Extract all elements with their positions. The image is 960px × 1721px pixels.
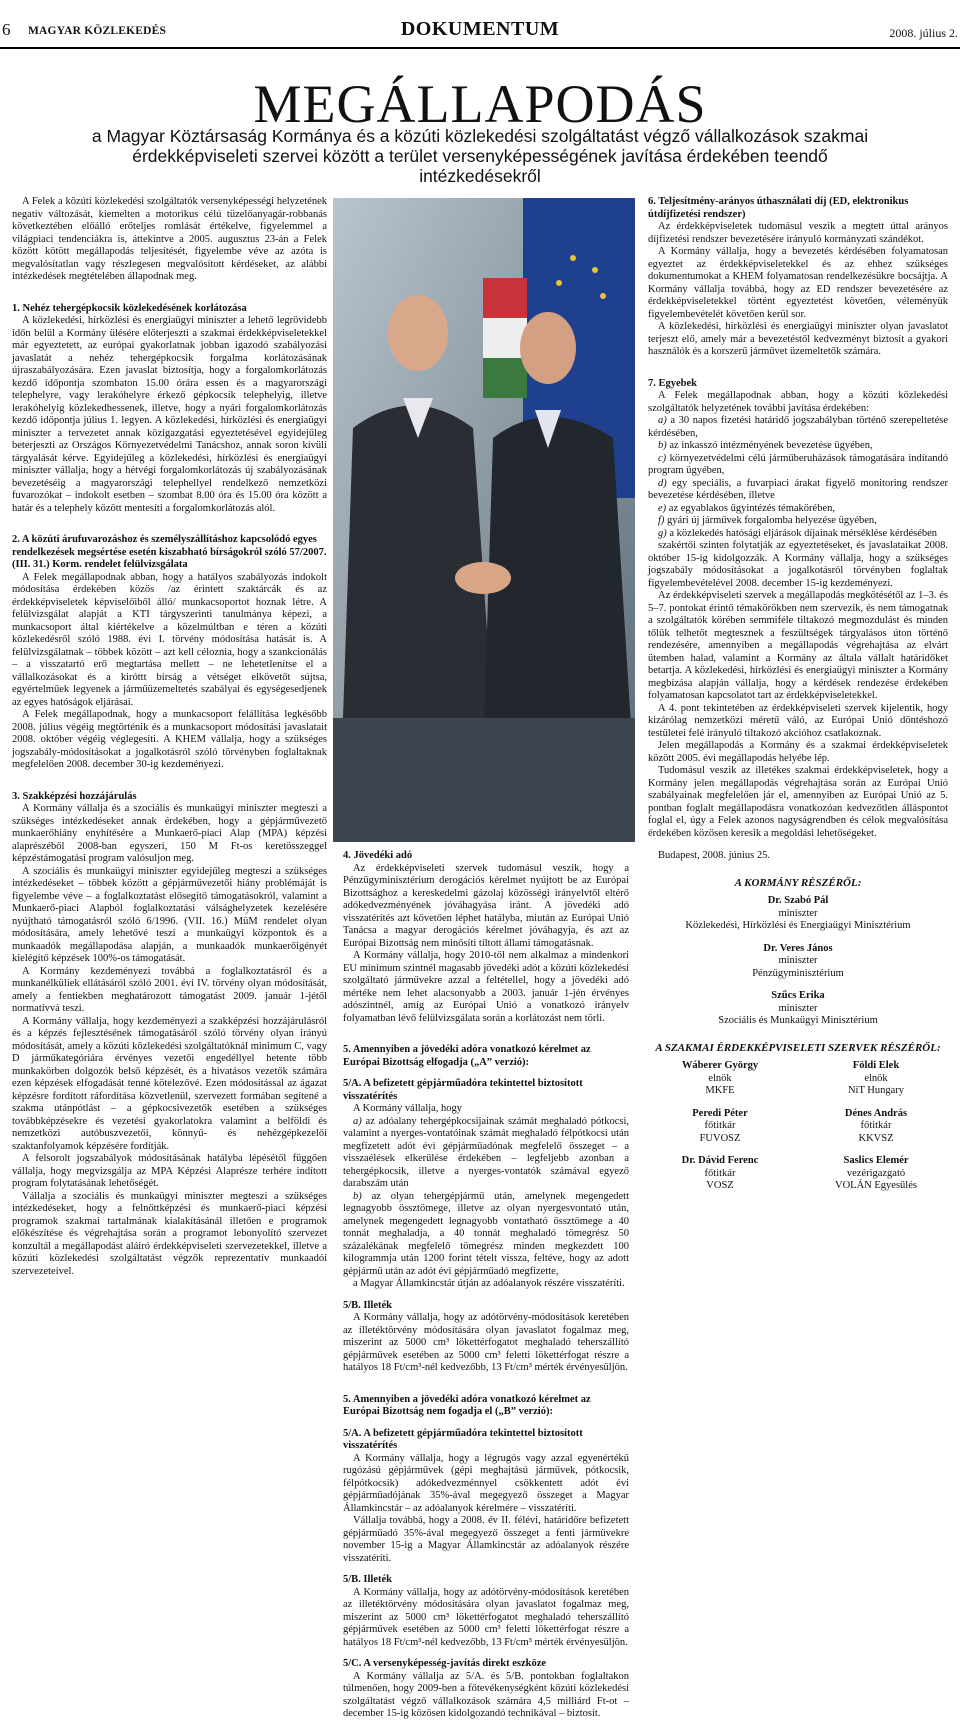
signer-org: Közlekedési, Hírközlési és Energiaügyi Minisztérium bbox=[685, 920, 911, 931]
paragraph: A Kormány kezdeményezi továbbá a foglalkoztatásról és a munkanélküliek ellátásáról szóló 2001. évi IV. törvény olyan módosítását, amely a fentiekben meghatározott támogatást 2009. január 1-jétől normatívvá teszi. bbox=[12, 965, 327, 1014]
document-title: MEGÁLLAPODÁS bbox=[253, 74, 707, 134]
signer-role: főtitkár bbox=[860, 1120, 892, 1131]
intro-block bbox=[12, 196, 327, 284]
section-5b-1-heading: 5/A. A befizetett gépjárműadóra tekintettel biztosított visszatérítés bbox=[343, 1427, 583, 1451]
signer-org: NiT Hungary bbox=[847, 1085, 905, 1096]
section-5b-heading: 5. Amennyiben a jövedéki adóra vonatkozó kérelmet az Európai Bizottság nem fogadja el („B” verzió): bbox=[343, 1393, 591, 1417]
signatures bbox=[648, 877, 948, 1203]
paragraph: d) egy speciális, a fuvarpiaci árakat figyelő monitoring rendszer bevezetése kérdésében, illetve bbox=[648, 477, 948, 501]
section-2-body bbox=[12, 572, 327, 772]
paragraph: f) gyári új járművek forgalomba helyezése ügyében, bbox=[658, 515, 877, 526]
signer-org: VOSZ bbox=[706, 1180, 734, 1191]
column-middle bbox=[343, 850, 629, 1719]
signer-name: Peredi Péter bbox=[692, 1107, 748, 1119]
paragraph: Jelen megállapodás a Kormány és a szakmai érdekképviseletek között 2005. évi megállapodás helyébe lép. bbox=[648, 740, 948, 764]
paragraph: A Felek megállapodnak abban, hogy a közúti közlekedési szolgáltatók helyzetének további javítása érdekében: bbox=[648, 390, 948, 414]
issue-date: 2008. július 2. bbox=[889, 26, 958, 40]
organization-signers bbox=[648, 1060, 948, 1203]
paragraph: a) az adóalany tehergépkocsijainak számát meghaladó pótkocsi, valamint a nyerges-vontatóinak számát meghaladó félpótkocsi után megfizetett adót évi gépjárműadónak megfelelő összeget – a visszaélések elkerülése érdekében – legfeljebb azonban a tehergépkocsik, illetve a nyerges-vontatók számával egyező darabszám után bbox=[343, 1115, 629, 1189]
signer-name: Dr. Szabó Pál bbox=[767, 895, 829, 906]
section-5a-1-body bbox=[343, 1103, 629, 1291]
paragraph: A Kormány vállalja, hogy az adótörvény-módosítások keretében az illetéktörvény módosítására olyan javaslatot fogalmaz meg, miszerint az 5000 cm³ lökettérfogatot meghaladó teherszállító gépjárművek esetében az 5000 cm³ feletti lökettérfogat részre a hatályos 18 Ft/cm³-nél kedvezőbb, 13 Ft/cm³ mérték érvényesüljön. bbox=[343, 1312, 629, 1373]
paragraph: A Felek megállapodnak abban, hogy a hatályos szabályozás indokolt módosítása érdekében közös /az érintett szaktárcák és az érdekképviseletek képviselőiből álló/ munkacsoportot hoznak létre. A felülvizsgálat alapját a KTI tárgyszerinti tanulmánya képezi, a munkacsoport által kiértékelve a közelmúltban e téren a közúti közlekedésről szóló 1988. évi I. törvény módosítása hatását is. A felülvizsgálatnak – többek között – azt kell céloznia, hogy a szankcionálás – a visszatartó erő megtartása mellett – ne lehetetlenítse el a vállalkozásokat és a kiróttt bírság a vétséget elkövetőt sújtsa, egyértelműek legyenek a járműüzemeltetés szabályai és egységesedjenek az egyes hatóságok eljárásai. bbox=[12, 571, 327, 708]
section-7-body bbox=[648, 390, 948, 863]
paragraph: A közlekedési, hírközlési és energiaügyi miniszter olyan javaslatot terjeszt elő, amely már a bevezetéstől kedvezményt biztosít a gyakori használók és a korszerű járművet üzemeltetők számára. bbox=[648, 321, 948, 357]
signer-block bbox=[804, 1155, 948, 1193]
signer-org: Pénzügyminisztérium bbox=[752, 967, 844, 979]
paragraph: A Kormány vállalja, hogy az adótörvény-módosítások keretében az illetéktörvény módosítására olyan javaslatot fogalmaz meg, miszerint az 5000 cm³ lökettérfogatot meghaladó teherszállító gépjárművek esetében az 5000 cm³ feletti lökettérfogat részre a hatályos 18 Ft/cm³-nél kedvezőbb, 13 Ft/cm³ mérték érvényesüljön. bbox=[343, 1586, 629, 1648]
section-5a-2-heading: 5/B. Illeték bbox=[343, 1299, 392, 1311]
section-5b-2-body bbox=[343, 1587, 629, 1650]
paragraph: A Felek a közúti közlekedési szolgáltatók versenyképességi helyzetének negatív változását, kiemelten a motorikus célú tüzelőanyagár-robbanás következtében előálló erőteljes romlását értékelve, figyelemmel a világpiaci tendenciákra is, áttekintve a 2005. augusztus 23-án a Felek között kötött megállapodás teljesítését, figyelembe véve az azóta is megvalósítatlan vagy részlegesen megvalósított kérdéseket, az alábbi intézkedések megtételében állapodnak meg. bbox=[12, 196, 327, 282]
paragraph: Az érdekképviseleti szervek a megállapodás megkötésétől az 1–3. és 5–7. pontokat érintő témakörökben nem szervezik, és nem támogatnak a szolgáltatók körében semmiféle tiltakozó megmozdulást és minden tőlük telhetőt megtesznek a feszültségek tárgyalásos úton történő rendezésére, amennyiben a megállapodás végrehajtása az elvárt ütemben halad, valamint a Kormány az általa vállalt határidőket betartja. A közlekedési, hírközlési és energiaügyi miniszter a Kormány megbízása alapján vállalja, hogy a kérdések rendezése érdekében folyamatosan kapcsolatot tart az érdekképviseletekkel. bbox=[648, 590, 948, 701]
paragraph: A közlekedési, hírközlési és energiaügyi miniszter a lehető legrövidebb időn belül a Kormány ülésére előterjeszti a szakmai érdekképviseletekkel már egyeztetett, az európai gyakorlatnak jobban igazodó szabályozási javaslatát a nehéz tehergépkocsik forgalma korlátozásának újraszabályozására. Ezen javaslat biztosítja, hogy a forgalomkorlátozás kezdő időpontja szombaton 15.00 órára essen és a magyarországi telephelyre, vagy lerakóhelyre érkező gépkocsik telephelyig, illetve lerakóhelyig közlekedhessenek, illetve, hogy a nyári forgalomkorlátozás kezdő időpontja július 1. legyen. A közlekedési, hírközlési és energiaügyi miniszter a tervezetet annak közigazgatási egyeztetésével egyidejűleg beterjeszti az Országos Környezetvédelmi Tanácshoz, annak soron kívüli tárgyalását kérve. Egyidejűleg a közlekedési, hírközlési és energiaügyi miniszter vállalja, hogy a hétvégi forgalomkorlátozás új szabályozásának bevezetéséig a magyarországi telephellyel rendelkező nemzetközi fuvarozókat – indokolt esetben – szombat 8.00 óra és 15.00 óra között a határ és a telephely között mentesíti a forgalomkorlátozás alól. bbox=[12, 315, 327, 514]
paragraph: A Kormány vállalja, hogy bbox=[353, 1103, 463, 1114]
signer-role: elnök bbox=[864, 1072, 888, 1084]
signer-role: főtitkár bbox=[704, 1120, 736, 1131]
signer-role: vezérigazgató bbox=[846, 1167, 906, 1179]
paragraph: A Felek megállapodnak, hogy a munkacsoport felállítása legkésőbb 2008. július végéig megtörténik és a munkacsoport módosítási javaslatait 2008. október végéig véglegesíti. A KHEM vállalja, hogy a szükséges jogszabály-módosításokat a jogalkotásról szóló törvényben foglaltaknak megfelelően 2008. december 30-ig kezdeményezi. bbox=[12, 709, 327, 770]
section-7-heading: 7. Egyebek bbox=[648, 377, 698, 389]
section-5a-1-heading: 5/A. A befizetett gépjárműadóra tekintettel biztosított visszatérítés bbox=[343, 1078, 583, 1102]
column-right bbox=[648, 196, 948, 1396]
signer-block bbox=[648, 895, 948, 933]
section-1-heading: 1. Nehéz tehergépkocsik közlekedésének korlátozása bbox=[12, 302, 247, 314]
signer-org: KKVSZ bbox=[858, 1132, 894, 1144]
signer-org: VOLÁN Egyesülés bbox=[835, 1180, 917, 1191]
signer-block bbox=[648, 1155, 792, 1193]
paragraph: b) az olyan tehergépjármű után, amelynek megengedett legnagyobb össztömege, illetve az olyan nyergesvontató után, amelynek megengedett legnagyobb vontatható össztömege a 40 tonnát meghaladja, a 40 tonnát meghaladó tömegrész 50 százalékának megfelelő tömegrész minden megkezdett 100 kilogrammja után 1200 forint tételt vissza, feltéve, hogy az adott gépjármű után az adót évi gépjárműadó megfizette, bbox=[343, 1190, 629, 1277]
section-2-heading: 2. A közúti árufuvarozáshoz és személyszállításhoz kapcsolódó egyes rendelkezések megsértése esetén kiszabható bírságokról szóló 57/2007. (III. 31.) Korm. rendelet felülvizsgálata bbox=[12, 534, 327, 570]
signer-name: Földi Elek bbox=[852, 1060, 900, 1071]
handshake-photo-illustration bbox=[333, 198, 635, 842]
signer-block bbox=[648, 943, 948, 981]
signer-block bbox=[648, 1108, 792, 1146]
government-signers-heading: A KORMÁNY RÉSZÉRŐL: bbox=[734, 876, 862, 889]
paragraph: e) az egyablakos ügyintézés témakörében, bbox=[658, 502, 835, 514]
section-4-heading: 4. Jövedéki adó bbox=[343, 850, 413, 861]
organization-signers-heading: A SZAKMAI ÉRDEKKÉPVISELETI SZERVEK RÉSZÉRŐL: bbox=[655, 1041, 941, 1054]
paragraph: a) a 30 napos fizetési határidő jogszabályban történő szerepeltetése kérdésében, bbox=[648, 415, 948, 439]
paragraph: Az érdekképviseleti szervek tudomásul veszik, hogy a Pénzügyminisztérium derogációs kérelmet nyújtott be az Európai Bizottsághoz a kereskedelmi gázolaj közösségi irányelvtől eltérő adókedvezményének jóváhagyása iránt. A jövedéki adó visszatérítés azt követően léphet hatályba, miután az Európai Unió Tanácsa a magyar derogációs kérelmet jóváhagyja, és azt az Európai Bizottság nem minősíti tiltott állami támogatásnak. bbox=[343, 862, 629, 949]
paragraph: A Kormány vállalja, hogy a bevezetés kérdésében folyamatosan egyeztet az érdekképviseletekkel és az ehhez szükséges dokumentumokat a KHEM folyamatosan rendelkezésükre bocsájtja. A Kormány vállalja továbbá, hogy az ED rendszer bevezetésére az érdekképviseletekkel történt egyeztetést követően, véleményük figyelembevételét követően kerül sor. bbox=[648, 246, 948, 320]
section-3-heading: 3. Szakképzési hozzájárulás bbox=[12, 790, 137, 802]
document-subtitle: a Magyar Köztársaság Kormánya és a közúti közlekedési szolgáltatást végző vállalkozások szakmai érdekképviseleti szervei között a terület versenyképességének javítása érdekében teendő intézkedésekről bbox=[91, 126, 869, 186]
signer-block bbox=[804, 1108, 948, 1146]
paragraph: a Magyar Államkincstár útján az adóalanyok részére visszatéríti. bbox=[353, 1278, 625, 1289]
paragraph: A Kormány vállalja az 5/A. és 5/B. pontokban foglaltakon túlmenően, hogy 2009-ben a főtevékenységként közúti közlekedési szolgáltatást végző vállalkozások számára 4,5 milliárd Ft-ot – december 15-ig közösen kidolgozandó technikával – biztosít. bbox=[343, 1670, 629, 1719]
signer-org: FUVOSZ bbox=[699, 1132, 741, 1144]
signer-role: főtitkár bbox=[704, 1167, 736, 1179]
paragraph: A Kormány vállalja, hogy kezdeményezi a szakképzési hozzájárulásról és a képzés fejlesztésének támogatásáról szóló törvény olyan irányú módosítását, amely a közúti közlekedési szolgáltatóknál minimum C, vagy D járműkategóriára érvényes vezetői engedéllyel hetente több munkakörben dolgozók belső képzését, és a hivatásos vezetők számára ezen képzések elfogadását tenné kötelezővé. Ezen módosítással az ágazat képzésre fordított ráfordítása közvetlenül, szervezett formában segítené a szakma utánpótlást – a gépkocsivezetők esetében a szükséges továbbképzésekre és vezetési gyakorlatokra valamint a belföldi és nemzetközi autóbuszvezetői, könnyű- és nehézgépkezelői szaktanfolyamok képzésére fordítják. bbox=[12, 1015, 327, 1152]
paragraph: A Kormány vállalja, hogy 2010-től nem alkalmaz a mindenkori EU minimum szintnél magasabb jövedéki adót a közúti közlekedési szolgáltató járművekre azzal a feltétellel, hogy a jövedéki adó mértéke nem lehet alacsonyabb a 2003. január 1-jén érvényes adószintnél, amíg az Európai Unió a vonatkozó irányelv folyamatban lévő felülvizsgálata során a korlátozást nem törli. bbox=[343, 950, 629, 1024]
paragraph: Vállalja a szociális és munkaügyi miniszter megteszi a szükséges intézkedéseket, hogy a felnőttképzési és munkaerő-piaci képzési programok szakmai tartalmának kialakításánál illetően e programok előkészítése és végrehajtása során a programot lebonyolító szervezet konzultál a megállapodást aláíró érdekképviseleti szervezetekkel, illetve a közúti közlekedési szolgáltatást végzők reprezentatív munkaadói szervezeteivel. bbox=[12, 1190, 327, 1277]
section-5a-2-body bbox=[343, 1312, 629, 1375]
signer-block bbox=[804, 1060, 948, 1098]
signer-block bbox=[648, 1060, 792, 1098]
paragraph: A felsorolt jogszabályok módosításának hatályba lépésétől függően vállalja, hogy megvizsgálja az MPA Képzési Alaprésze terhére indított program folytatásának lehetőségét. bbox=[12, 1153, 327, 1189]
column-left bbox=[12, 196, 327, 1396]
header-rule bbox=[0, 47, 960, 49]
section-6-heading: 6. Teljesítmény-arányos úthasználati díj (ED, elektronikus útdíjfizetési rendszer) bbox=[648, 196, 909, 220]
signer-org: Szociális és Munkaügyi Minisztérium bbox=[718, 1015, 878, 1026]
paragraph: A Kormány vállalja, hogy a légrugós vagy azzal egyenértékű rugózású gépjárművek (gépi meghajtású járművek, pótkocsik, félpótkocsik) adókedvezménnyel csökkentett adót évi gépjárműadójának 35%-ával megegyező összeget a Magyar Államkincstár – az adóalanyok kérelmére – visszatéríti. bbox=[343, 1452, 629, 1514]
signer-name: Dr. Dávid Ferenc bbox=[681, 1155, 759, 1166]
section-5c-body bbox=[343, 1671, 629, 1721]
section-1-body bbox=[12, 315, 327, 515]
section-5a-heading: 5. Amennyiben a jövedéki adóra vonatkozó kérelmet az Európai Bizottság elfogadja („A” verzió): bbox=[343, 1044, 591, 1068]
signer-name: Saslics Elemér bbox=[843, 1155, 909, 1166]
masthead bbox=[0, 18, 960, 48]
section-5b-2-heading: 5/B. Illeték bbox=[343, 1574, 392, 1585]
signer-name: Dénes András bbox=[844, 1107, 908, 1119]
signer-block bbox=[648, 990, 948, 1028]
signer-name: Dr. Veres János bbox=[763, 942, 833, 954]
signer-name: Szűcs Erika bbox=[771, 990, 825, 1001]
section-title: DOKUMENTUM bbox=[400, 18, 560, 40]
paragraph: Budapest, 2008. június 25. bbox=[658, 850, 770, 861]
paragraph: Tudomásul veszik az illetékes szakmai érdekképviseletek, hogy a Kormány jelen megállapodás végrehajtása során az Európai Unió szabályainak megfelelően jár el, amennyiben az Európai Unió az 5. pontban foglalt megállapodásra vonatkozóan kedvezőtlen álláspontot foglal el, úgy a Felek azonos nagyságrendben és célok megvalósítása érdekében közösen keresik a megoldási lehetőségeket. bbox=[648, 765, 948, 839]
paper-name: MAGYAR KÖZLEKEDÉS bbox=[28, 25, 167, 37]
paragraph: Vállalja továbbá, hogy a 2008. év II. félévi, határidőre befizetett gépjárműadó 35%-ával megegyező összeget a fenti járművekre november 15-ig a Magyar Államkincstár az adóalanyok részére visszatéríti. bbox=[343, 1515, 629, 1564]
paragraph: Az érdekképviseletek tudomásul veszik a megtett úttal arányos díjfizetési rendszer bevezetésére irányuló kormányzati szándékot. bbox=[648, 221, 948, 245]
paragraph: b) az inkasszó intézményének bevezetése ügyében, bbox=[658, 440, 873, 451]
paragraph: c) környezetvédelmi célú járműberuházások támogatására indítandó program ügyében, bbox=[648, 452, 948, 476]
government-signers bbox=[648, 895, 948, 1028]
section-4-body bbox=[343, 863, 629, 1026]
section-5c-heading: 5/C. A versenyképesség-javítás direkt eszköze bbox=[343, 1658, 547, 1669]
paragraph: A 4. pont tekintetében az érdekképviseleti szervek kijelentik, hogy kizárólag nemzetközi méretű váló, az Európai Unió döntéshozó testületei felé irányuló tiltakozó akcióhoz csatlakoznak. bbox=[648, 702, 948, 739]
paragraph: A Kormány vállalja és a szociális és munkaügyi miniszter megteszi a szükséges intézkedéseket annak érdekében, hogy a gépjárművezető munkaerőhiány enyhítésére a Munkaerő-piaci Alap (MPA) képzési alaprészéből 2008-ban egyszeri, 150 M Ft-os keretösszeggel képzéstámogatási program valósuljon meg. bbox=[12, 803, 327, 864]
section-5b-1-body bbox=[343, 1453, 629, 1566]
paragraph: g) a közlekedés hatósági eljárások díjainak mérséklése kérdésében bbox=[658, 527, 938, 539]
handshake-photo bbox=[333, 198, 635, 842]
section-6-body bbox=[648, 221, 948, 359]
signer-role: elnök bbox=[708, 1072, 732, 1084]
signer-role: miniszter bbox=[778, 955, 818, 966]
page-number: 6 bbox=[2, 20, 11, 39]
signer-org: MKFE bbox=[705, 1085, 735, 1096]
paragraph: A szociális és munkaügyi miniszter egyidejűleg megteszi a szükséges intézkedéseket – többek között a gépjárművezetői hiány problémáját is figyelembe véve – a foglalkoztatást elősegítő támogatásokról, valamint a Munkaerő-piaci Alapból foglalkoztatási válsághelyzetek kezelésére nyújtható támogatásról szóló 6/1996. (VII. 16.) MüM rendelet olyan módosítására, amely lehetővé teszi a munkaügyi központok és a munkaadók megállapodása alapján, a munkaadók munkaerőigényét kielégítő képzések 100%-os támogatását. bbox=[12, 865, 327, 964]
paragraph: szakértői szinten folytatják az egyeztetéseket, és javaslataikat 2008. október 15-ig kidolgozzák. A Kormány vállalja, hogy a szükséges jogszabály módosításokat a jogalkotásról törvényben foglaltak figyelembevételével 2008. december 15-ig kezdeményezi. bbox=[648, 540, 948, 589]
signer-role: miniszter bbox=[778, 1002, 818, 1014]
signer-role: miniszter bbox=[778, 907, 818, 919]
signer-name: Wáberer György bbox=[681, 1060, 759, 1071]
section-3-body bbox=[12, 803, 327, 1278]
